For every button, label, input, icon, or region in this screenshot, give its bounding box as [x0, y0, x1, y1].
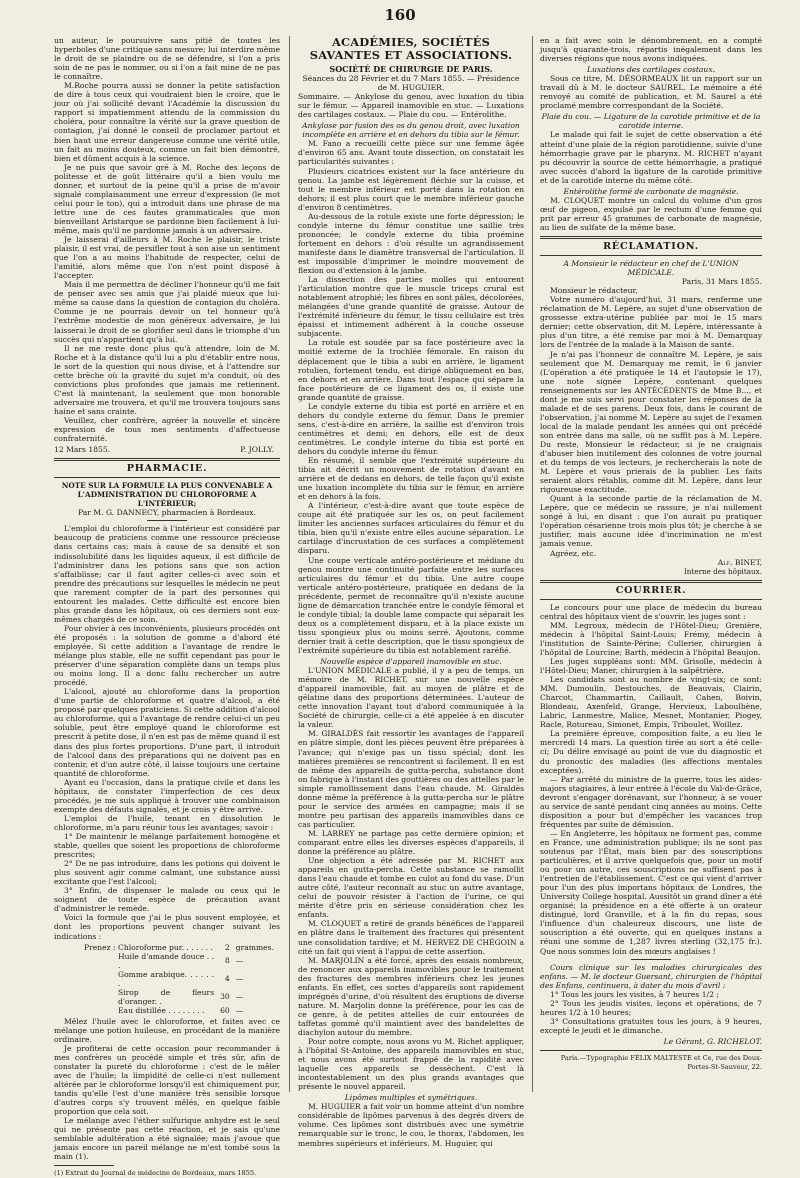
subsection-title: Entérolithe formé de carbonate de magnésie. [563, 186, 739, 196]
paragraph: Il ne me reste donc plus qu'à attendre, loin de M. Roche et à la distance qu'il lui a plu d'établir entre nous, le sort de la question qui nous divise, et à l'attendre sur cette brèche où la gravité du sujet m'a conduit, où des convictions plus profondes que jamais me retiennent. C'est là maintenant, la seulement que mon honorable adversaire me trouvera, et qu'il me trouvera toujours sans haine et sans crainte. [54, 343, 280, 416]
letter-signer-title: Interne des hôpitaux. [683, 566, 762, 576]
footnote-rule [54, 1165, 114, 1166]
section-rule [54, 477, 280, 478]
letter-date: Paris, 31 Mars 1855. [681, 277, 762, 287]
column-divider-right [532, 36, 533, 1092]
formula-quantity: 60 [220, 1005, 230, 1015]
section-rule [540, 255, 762, 256]
formula-unit: — [235, 956, 244, 966]
letter-salutation: Monsieur le rédacteur, [550, 286, 638, 296]
paragraph: Mêlez l'huile avec le chloroforme, et faites avec ce mélange une potion huileuse, en procédant de la manière ordinaire. [54, 1016, 280, 1044]
section-rule [540, 236, 762, 239]
paragraph: Je n'ai pas l'honneur de connaître M. Lepère, je sais seulement que M. Demarquay me remit, le 6 janvier (L'opération a été pratiquée le 14 et l'autopsie le 17), une note signée Lepère, contenant quelques renseignements sur les ANTÉCÉDENTS de Mme B..., et dont je me suis servi pour constater les réponses de la malade et de ses parens. Deux fois, dans le courant de l'observation, j'ai nommé M. Lepère au sujet de l'examen local de la malade pendant les années qui ont précédé son entrée dans ma salle, où ne suffit pas à M. Lepère. Du reste, Monsieur le rédacteur, si je ne craignais d'abuser bien inutilement des colonnes de votre journal et du temps de vos lecteurs, je rechercherais la note de M. Lepère et vous prierais de la publier. Les faits seraient alors rétablis, comme dit M. Lepère, dans leur rigoureuse exactitude. [540, 349, 762, 495]
list-item: 1° De maintenir le mélange parfaitement homogène et stable, quelles que soient les proportions de chloroforme prescrites; [54, 831, 280, 860]
formula-unit: — [235, 1005, 244, 1015]
list-item: 2° Tous les jeudis visites, leçons et opérations, de 7 heures 1/2 à 10 heures; [540, 998, 762, 1017]
paragraph: M. MARJOLIN a été forcé, après des essais nombreux, de renoncer aux appareils inamovibles pour le traitement des fractures des membres inférieurs chez les jeunes enfants. En effet, ces sortes d'appareils sont rapidement imprégnés d'urine, d'où résultent des éruptions de diverse nature. M. Marjolin donne la préférence, pour les cas de ce genre, à de petites attelles de cuir entourées de taffetas gommé qu'il maintient avec des bandelettes de diachylon autour du membre. [298, 955, 525, 1037]
paragraph: M. Fano a recueilli cette pièce sur une femme âgée d'environ 65 ans. Avant toute dissection, on constatait les particularités suivantes : [298, 139, 524, 167]
paragraph: — En Angleterre, les hôpitaux ne forment pas, comme en France, une administration publique; ils ne sont pas soutenus par l'État, mais bien par des souscriptions particulières, et il arrive quelquefois que, pour un motif ou pour un autre, ces souscriptions ne suffisent pas à l'entretien de l'établissement. C'est ce qui vient d'arriver pour l'un des plus importans hôpitaux de Londres, the University College hospital. Aussitôt un grand dîner a été organisé; la présidence en a été offerte à un orateur distingué, lord Granville, et à la fin du repas, sous l'influence d'un chaleureux discours, une liste de souscription a été ouverte, qui en quelques instans a réuni une somme de 1,287 livres sterling (32,175 fr.). Que nous sommes loin des mœurs anglaises ! [540, 828, 762, 956]
formula-ingredient: Prenez : Chloroforme pur. . . . . . . [84, 942, 213, 952]
footnote: (1) Extrait du Journal de médecine de Bordeaux, mars 1855. [54, 1169, 257, 1178]
paragraph: Au-dessous de la rotule existe une forte dépression; le condyle interne du fémur constitue une saillie très prononcée; le condyle externe du tibia proémine fortement en dehors : d'où résulte un agrandissement manifeste dans le diamètre transversal de l'articulation. Il est impossible d'imprimer le moindre mouvement de flexion ou d'extension à la jambe. [298, 211, 524, 276]
paragraph: Une objection a été adressée par M. RICHET aux appareils en gutta-percha. Cette substance se ramollit dans l'eau chaude et tombe en culot au fond du vase. D'un autre côté, l'auteur reconnaît au stuc un autre avantage, celui de pouvoir résister à l'action de l'urine, ce qui mérite d'être pris en sérieuse considération chez les enfants. [298, 856, 524, 920]
formula-unit: — [235, 974, 244, 984]
formula-quantity: 8 [224, 956, 230, 966]
paragraph: M.Roche pourra aussi se donner la petite satisfaction de dire à tous ceux qui voudraient bien le croire, que le jour où j'ai sollicité devant l'Académie la discussion du rapport si impatiemment attendu de la commission du choléra, pour connaître la vérité sur la grave question de contagion, j'ai donné le conseil de proclamer partout et bien haut une erreur dangereuse comme une vérité utile, un fait au moins douteux, comme un fait bien démontré, bien et dûment acquis à la science. [54, 81, 280, 163]
paragraph: en a fait avec soin le dénombrement, en a compté jusqu'à quarante-trois, répartis inégalement dans les diverses régions que nous avons indiquées. [540, 36, 762, 64]
subsection-title: Ankylose par fusion des os du genou droit, avec luxation incomplète en arrière et en dehors du tibia sur le fémur. [302, 121, 520, 140]
letter-closing: Agréez, etc. [550, 548, 597, 558]
paragraph: M. CLOQUET a retiré de grands bénéfices de l'appareil en plâtre dans le traitement des fractures qui présentent une consolidation tardive; et M. HERVEZ DE CHÉGOIN a cité un fait qui vient à l'appui de cette assertion. [298, 919, 524, 956]
paragraph: Une coupe verticale antéro-postérieure et médiane du genou montre une continuité parfaite entre les surfaces articulaires du fémur et du tibia. Une autre coupe verticale antéro-postérieure, pratiquée en dedans de la précédente, permet de reconnaître qu'il n'existe aucune ligne de démarcation tranchée entre le condyle fémoral et le condyle tibial; la double lame compacte qui séparait les deux os a complètement disparu, et à la place existe un tissu spongieux plus ou moins serré. Ajoutons, comme dernier trait à cette description, que le tissu spongieux de l'extrémité supérieure du tibia est notablement raréfié. [298, 555, 524, 655]
article-title: NOTE SUR LA FORMULE LA PLUS CONVENABLE A L'ADMINISTRATION DU CHLOROFORME A L'INTÉRIEUR; [61, 481, 273, 509]
paragraph: Pour obvier à ces inconvénients, plusieurs procédés ont été proposés : la solution de gomme a d'abord été employée. Si cette addition a l'avantage de rendre le mélange plus stable, elle ne suffit cependant pas pour le préserver d'une séparation complète dans un temps plus ou moins long. Il a donc fallu rechercher un autre procédé. [54, 623, 280, 688]
session-info: Séances du 28 Février et du 7 Mars 1855. — Présidence de M. HUGUIER. [302, 74, 520, 93]
paragraph: un auteur, le poursuivre sans pitié de toutes les hyperboles d'une critique sans mesure; lui interdire même le droit de se plaindre ou de se défendre, si l'on a pris soin de ne pas le nommer, ou si l'on a fait mine de ne pas le connaître. [54, 36, 280, 82]
formula-ingredient: Gomme arabique. . . . . . . [118, 969, 215, 988]
list-item: 3° Enfin, de dispenser le malade ou ceux qui le soignent de toute espèce de précaution avant d'administrer le remède. [54, 886, 280, 914]
paragraph: — Par arrêté du ministre de la guerre, tous les aides-majors stagiaires, à leur entrée à l'école du Val-de-Grâce, devront s'engager dorénavant, sur l'honneur, à se vouer au service de santé pendant cinq années au moins. Cette disposition a pour but d'empêcher les vacances trop fréquentes par suite de démission. [540, 774, 762, 829]
formula-table [84, 943, 280, 1015]
paragraph: Quant à la seconde partie de la réclamation de M. Lepère, que ce médecin se rassure, je n'ai nullement songé à lui, en disant : que l'on aurait pu pratiquer l'opération césarienne trois mois plus tôt; je cherche à se justifier, mais aucune idée d'incrimination ne m'est jamais venue. [540, 494, 762, 549]
table-row [84, 1006, 280, 1015]
letter-address: A Monsieur le rédacteur en chef de L'UNION MÉDICALE. [563, 259, 739, 278]
paragraph: L'emploi du chloroforme à l'intérieur est considéré par beaucoup de praticiens comme une ressource précieuse dans certains cas; mais à cause de sa densité et son indissolubilité dans les liquides aqueux, il est difficile de l'administrer dans les potions sans que son action s'affaiblisse; car il faut agiter celles-ci avec soin et prendre des précautions sur lesquelles le médecin ne peut que rarement compter de la part des personnes qui entourent les malades. Cette difficulté est encore bien plus grande dans les hôpitaux, où ces derniers sont eux-mêmes chargés de ce soin. [54, 524, 280, 624]
subsection-title: Plaie du cou. — Ligature de la carotide primitive et de la carotide interne. [541, 112, 761, 131]
paragraph: Les juges suppléans sont: MM. Grisolle, médecin à l'Hôtel-Dieu; Maner, chirurgien à la salpêtrière. [540, 657, 762, 676]
table-row [84, 988, 280, 1006]
paragraph: En résumé, il semble que l'extrémité supérieure du tibia ait décrit un mouvement de rotation d'avant en arrière et de dedans en dehors, de telle façon qu'il existe une luxation incomplète du tibia sur le fémur, en arrière et en dehors à la fois. [298, 456, 524, 502]
article-author: Par M. G. DANNECY, pharmacien à Bordeaux. [78, 508, 256, 518]
column-left [54, 36, 280, 1178]
letter-signature: Alf. BINET, [717, 557, 762, 567]
paragraph: Le mélange avec l'éther sulfurique anhydre est le seul qui ne présente pas cette réaction, et je sais qu'une semblable adultération a été signalée; mais j'avoue que jamais encore un pareil mélange ne m'est tombé sous la main (1). [54, 1116, 280, 1162]
letter-date: 12 Mars 1855. [54, 445, 111, 455]
paragraph: Votre numéro d'aujourd'hui, 31 mars, renferme une réclamation de M. Lepère, au sujet d'une observation de grossesse extra-utérine publiée par moi le 15 mars dernier; cette observation, dit M. Lepère, intéressante à plus d'un titre, a été remise par moi à M. Demarquay lors de l'entrée de la malade à la Maison de santé. [540, 295, 762, 350]
column-middle [298, 35, 525, 1148]
paragraph: Sous ce titre, M. DÉSORMEAUX lit un rapport sur un travail dû à M. le docteur SAUREL. Le mémoire a été renvoyé au comité de publication, et M. Saurel a été proclamé membre correspondant de la Société. [540, 74, 762, 111]
paragraph: Le concours pour une place de médecin du bureau central des hôpitaux vient de s'ouvrir, les juges sont : [540, 602, 762, 621]
summary: Sommaire. — Ankylose du genou, avec luxation du tibia sur le fémur. — Appareil inamovible en stuc. — Luxations des cartilages costaux. — Plaie du cou. — Entérolithe. [298, 92, 524, 120]
paragraph: La première épreuve, composition faite, a eu lieu le mercredi 14 mars. La question tirée au sort a été celle-ci; Du délire envisagé au point de vue du diagnostic et du pronostic des maladies (les affections mentales exceptées). [540, 729, 762, 775]
paragraph: Ayant eu l'occasion, dans la pratique civile et dans les hôpitaux, de constater l'imperfection de ces deux procédés, je me suis appliqué à trouver une combinaison exempte des défauts signalés, et je crois y être arrivé. [54, 777, 280, 814]
imprint-rule [540, 1050, 762, 1051]
subsection-title: Lipômes multiples et symétriques. [344, 1093, 478, 1103]
subsection-title: Luxations des cartilages costaux. [586, 65, 716, 75]
list-item: 3° Consultations gratuites tous les jours, à 9 heures, excepté le jeudi et le dimanche. [540, 1016, 762, 1035]
paragraph: M. LARREY ne partage pas cette dernière opinion; et comparant entre elles les diverses espèces d'appareils, il donne la préférence au plâtre. [298, 828, 524, 857]
formula-unit: grammes. [235, 942, 274, 952]
paragraph: L'alcool, ajouté au chloroforme dans la proportion d'une partie de chloroforme et quatre d'alcool, a été proposé par quelques praticiens. Si cette addition d'alcool au chloroforme, qui a l'avantage de rendre celui-ci un peu soluble, peut être employé quand le chloroforme est prescrit à petite dose, il n'en est pas de même quand il est dans des plus fortes proportions. D'une part, il introduit de l'alcool dans des préparations qui ne doivent pas en contenir, et d'un autre côté, il laisse toujours une certaine quantité de chloroforme. [54, 687, 280, 778]
paragraph: Le condyle externe du tibia est porté en arrière et en dehors du condyle externe du fémur. Dans le premier sens, c'est-à-dire en arrière, la saillie est d'environ trois centimètres et demi; en dehors, elle est de deux centimètres. Le condyle interne du tibia est porté en dehors du condyle interne du fémur. [298, 401, 524, 456]
paragraph: Pour notre compte, nous avons vu M. Richet appliquer, à l'hôpital St-Antoine, des appareils inamovibles en stuc, et nous avons été surtout frappé de la rapidité avec laquelle ces appareils se dessèchent. C'est là incontestablement un des plus grands avantages que présente le nouvel appareil. [298, 1037, 524, 1092]
list-item: 1° Tous les jours les visites, à 7 heures 1/2 ; [550, 989, 719, 999]
paragraph: La rotule est soudée par sa face postérieure avec la moitié externe de la trochlée fémorale. En raison du déplacement que le tibia a subi en arrière, le ligament rotulien, fortement tendu, est dirigé obliquement en bas, en dehors et en arrière. Dans tout l'espace qui sépare la face postérieure de ce ligament des os, il existe une grande quantité de graisse. [298, 338, 524, 402]
table-row [84, 943, 280, 952]
formula-quantity: 4 [224, 974, 230, 984]
paragraph: M. HUGUIER a fait voir un homme atteint d'un nombre considérable de lipômes parvenus à des degrés divers de volume. Ces lipômes sont distribués avec une symétrie remarquable sur le tronc, le cou, le thorax, l'abdomen, les membres supérieurs et inférieurs. M. Huguier, qui [298, 1102, 524, 1148]
paragraph: Je laisserai d'ailleurs à M. Roche le plaisir, le triste plaisir, il est vrai, de persifler tout à son aise un sentiment que l'on a au moins l'habitude de respecter, celui de l'amitié, alors même que l'on n'est point disposé à l'accepter. [54, 235, 280, 281]
column-right [540, 36, 762, 1108]
paragraph: L'emploi de l'huile, tenant en dissolution le chloroforme, m'a paru réunir tous les avantages; savoir : [54, 813, 280, 832]
paragraph: L'UNION MÉDICALE a publié, il y a peu de temps, un mémoire de M. RICHET, sur une nouvelle espèce d'appareil inamovible, fait au moyen de plâtre et de gélatine dans des proportions déterminées. L'auteur de cette innovation l'ayant tout d'abord communiquée à la Société de chirurgie, celle-ci a été appelée à en discuter la valeur. [298, 666, 524, 730]
formula-ingredient: Eau distillée . . . . . . . . [118, 1005, 205, 1015]
section-heading-pharmacie: PHARMACIE. [126, 463, 208, 475]
list-item: 2° De ne pas introduire, dans les potions qui doivent le plus souvent agir comme calmant, une substance aussi excitante que l'est l'alcool; [54, 859, 280, 887]
formula-quantity: 30 [220, 992, 230, 1002]
section-heading-academies: ACADÉMIES, SOCIÉTÉS SAVANTES ET ASSOCIATIONS. [309, 35, 513, 62]
paragraph: Plusieurs cicatrices existent sur la face antérieure du genou. La jambe est légèrement fléchie sur la cuisse, et tout le membre inférieur est porté dans la rotation en dehors; il est plus court que le membre inférieur gauche d'environ 8 centimètres. [298, 166, 524, 212]
paragraph: Veuillez, cher confrère, agréer la nouvelle et sincère expression de tous mes sentiments d'affectueuse confraternité. [54, 415, 280, 444]
section-rule [540, 580, 762, 583]
gerant-line: Le Gérant, G. RICHELOT. [663, 1036, 762, 1046]
formula-quantity: 2 [224, 942, 230, 952]
column-divider-left [289, 36, 290, 1092]
paragraph: Mais il me permettra de décliner l'honneur qu'il me fait de penser avec ses amis que j'ai plaidé mieux que lui-même sa cause dans la question de contagion du choléra. Comme je ne pourrais devoir un tel honneur qu'à l'extrême modestie de mon généreux adversaire, je lui laisserai le droit de se glorifier seul dans le triomphe d'un succès qui n'appartient qu'à lui. [54, 280, 280, 344]
section-rule [54, 458, 280, 461]
paragraph: A l'intérieur, c'est-à-dire avant que toute espèce de coupe ait été pratiquée sur les os, on peut facilement limiter les anciennes surfaces articulaires du fémur et du tibia, bien qu'il n'existe entre elles aucune séparation. Le cartilage d'incrustation de ces surfaces a complètement disparu. [298, 501, 524, 556]
formula-ingredient: Huile d'amande douce . . . [118, 951, 215, 970]
page-number: 160 [384, 6, 416, 24]
formula-unit: — [235, 992, 244, 1002]
section-heading-reclamation: RÉCLAMATION. [603, 240, 699, 252]
subsection-title: Nouvelle espèce d'appareil inamovible en stuc. [320, 657, 502, 667]
short-rule [147, 520, 187, 521]
table-row [84, 952, 280, 970]
paragraph: Le malade qui fait le sujet de cette observation a été atteint d'une plaie de la région parotidienne, suivie d'une hémorrhagie grave par le pharynx. M. RICHET n'ayant pu découvrir la source de cette hémorrhagie, a pratiqué avec succès d'abord la ligature de la carotide primitive et de la carotide interne du même côté. [540, 130, 762, 185]
society-title: SOCIÉTÉ DE CHIRURGIE DE PARIS. [329, 64, 493, 74]
paragraph: M. CLOQUET montre un calcul du volume d'un gros œuf de pigeon, expulsé par le rectum d'une femme qui prit par erreur 45 grammes de carbonate de magnésie, au lieu de sulfate de la même base. [540, 195, 762, 232]
paragraph: Je profiterai de cette occasion pour recommander à mes confrères un procédé simple et très sûr, afin de constater la pureté du chloroforme : c'est de le mêler avec de l'huile; la limpidité de celle-ci n'est nullement altérée par le chloroforme lorsqu'il est chimiquement pur, tandis qu'elle l'est d'une manière très sensible lorsque d'autres corps s'y trouvent mêlés, en quelque faible proportion que cela soit. [54, 1043, 280, 1117]
imprint: Paris.—Typographie FÉLIX MALTESTE et Ce, rue des Deux-Portes-St-Sauveur, 22. [560, 1053, 762, 1072]
letter-footer [54, 445, 280, 454]
paragraph: La dissection des parties molles qui entourent l'articulation montre que le muscle triceps crural est notablement atrophié; les fibres en sont pâles, décolorées, mélangées d'une grande quantité de graisse. Autour de l'extrémité inférieure du fémur, le tissu cellulaire est très épaissi et intimement adhérent à la couche osseuse subjacente. [298, 275, 524, 339]
section-heading-courrier: COURRIER. [615, 584, 687, 596]
paragraph: Voici la formule que j'ai le plus souvent employée, et dont les proportions peuvent changer suivant les indications : [54, 913, 280, 941]
paragraph: M. GIRALDÈS fait ressortir les avantages de l'appareil en plâtre simple, dont les pièces peuvent être préparées à l'avance; qui n'exige pas un tissu spécial; dont les matières premières se rencontrent si facilement. Il en est de même des appareils de gutta-percha, substance dont on fabrique à l'instant des gouttières ou des attelles par le simple ramollissement dans l'eau chaude. M. Giraldès donne même la préférence à la gutta-percha sur le plâtre pour le service des armées en campagne; mais il se montre peu partisan des appareils inamovibles dans ce cas particulier. [298, 729, 524, 829]
paragraph: Les candidats sont au nombre de vingt-six; ce sont: MM. Dumoulin, Destouches, de Beauvais, Clairin, Charcot, Chammartin, Caillault, Cahen, Boivin, Blondeau, Axenfeld, Grange, Hervieux, Laboulbène, Labric, Lanmestre, Malice, Mesnet, Montanier, Piogey, Racle, Rotureau, Simonet, Empis, Triboulet, Woillez. [540, 675, 762, 730]
paragraph: MM. Legroux, médecin de l'Hôtel-Dieu; Grenière, médecin à l'hôpital Saint-Louis; Frémy, médecin à l'institution de Sainte-Périne; Cullerier, chirurgien à l'hôpital de Lourcine; Barth, médecin à l'hôpital Beaujon. [540, 620, 762, 657]
letter-signature: P. JOLLY. [240, 445, 274, 455]
paragraph: Je ne puis que savoir gré à M. Roche des leçons de politesse et de goût littéraire qu'il a bien voulu me donner, et surtout de la peine qu'il a prise de m'avoir signalé complaisamment une erreur d'expression (le mot celui pour le ton), qui a introduit dans une phrase de ma lettre une de ces fautes grammaticales que mon bienveillant Aristarque se pardonne bien facilement à lui-même, mais qu'il ne pardonne jamais à un adversaire. [54, 162, 280, 235]
table-row [84, 970, 280, 988]
paragraph: Cours clinique sur les maladies chirurgicales des enfans. — M. le docteur Guersant, chirurgien de l'hôpital des Enfans, continuera, à dater du mois d'avril : [540, 962, 762, 990]
short-rule [631, 959, 671, 960]
section-rule [540, 599, 762, 600]
formula-ingredient: Sirop de fleurs d'oranger. . [118, 987, 215, 1006]
